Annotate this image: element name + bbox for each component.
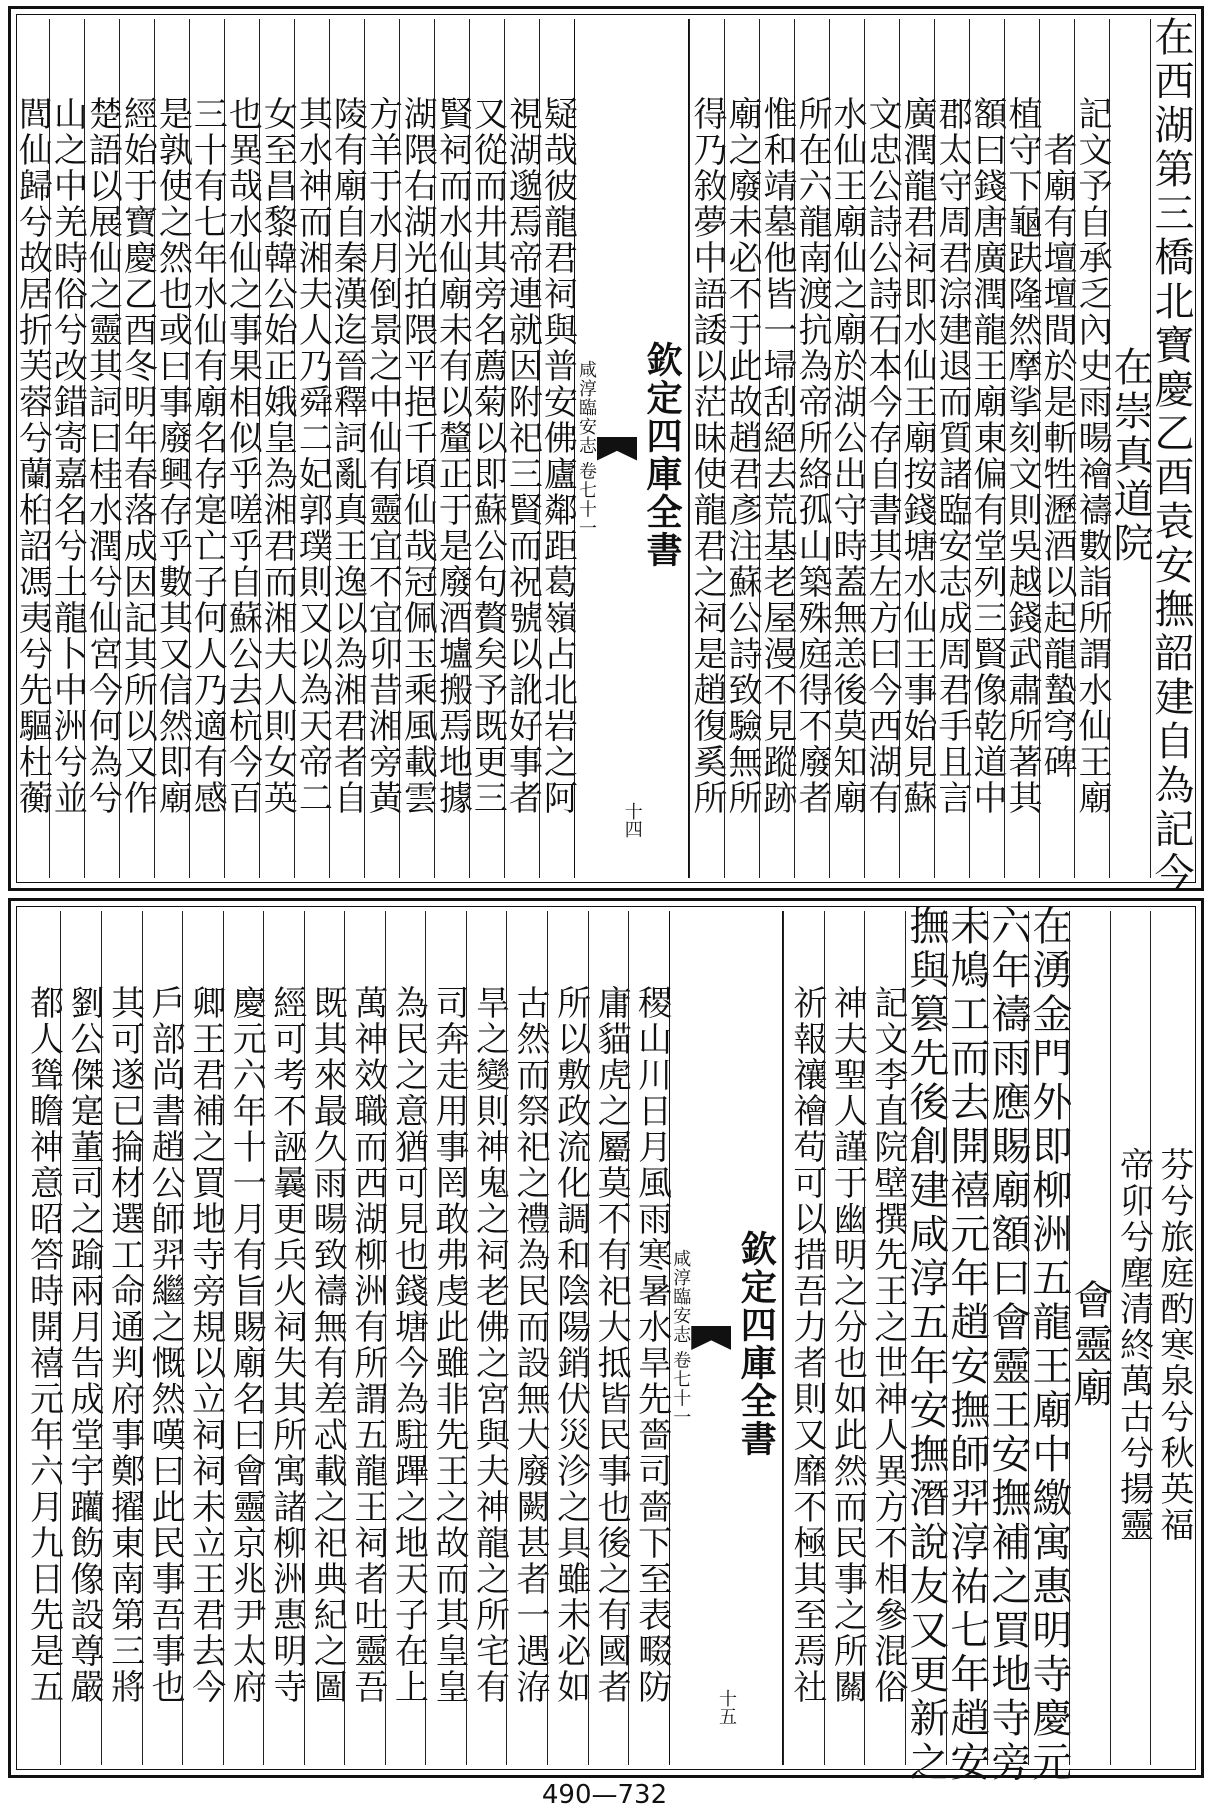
text-column: 其可遂已掄材選工命通判府事鄭擢東南第三將 xyxy=(101,911,142,1765)
text-column: 廟之廢未必不于此故趙君彥注蘇公詩致驗無所 xyxy=(724,19,759,878)
text-column: 記文予自承乏內史雨暘禬禱數詣所謂水仙王廟 xyxy=(1074,19,1109,878)
text-column: 賢祠而水仙廟未有以釐正于是廢酒壚搬焉地據 xyxy=(434,19,469,878)
text-column: 也異哉水仙之事果相似乎嗟乎自蘇公去杭今百 xyxy=(224,19,259,878)
text-column: 帝卯兮塵清終萬古兮揚靈 xyxy=(1110,911,1151,1765)
text-column: 都人聳瞻神意昭答時開禧元年六月九日先是五 xyxy=(23,985,64,1705)
text-column: 庸貓虎之屬莫不有祀大抵皆民事也後之有國者 xyxy=(588,911,629,1765)
gutter-page-number: 十四 xyxy=(621,802,643,838)
text-column: 為民之意猶可見也錢塘今為駐蹕之地天子在上 xyxy=(385,911,426,1765)
text-column: 司奔走用事罔敢弗虔此雖非先王之故而其皇皇 xyxy=(425,911,466,1765)
text-column: 未鳩工而去開禧元年趙安撫師羿淳祐七年趙安 xyxy=(943,905,990,1785)
text-column: 疑哉彼龍君祠與普安佛廬鄰距葛嶺占北岩之阿 xyxy=(539,19,574,878)
text-column: 得乃敘夢中語諉以茫昧使龍君之祠是趙復奚所 xyxy=(689,19,724,878)
text-column: 戶部尚書趙公師羿繼之慨然嘆曰此民事吾事也 xyxy=(142,911,183,1765)
text-column: 閭仙歸兮故居折芙蓉兮蘭桕詔馮夷兮先驅杜蘅 xyxy=(12,95,53,816)
text-column: 郡太守周君淙建退而質諸臨安志成周君手且言 xyxy=(934,19,969,878)
gutter-volume: 咸淳臨安志 卷七十一 xyxy=(670,1249,692,1427)
text-column: 又從而井其旁名薦菊以即蘇公句贅矣予既更三 xyxy=(469,19,504,878)
top-page xyxy=(8,6,1204,896)
text-column: 廣潤龍君祠即水仙王廟按錢塘水仙王事始見蘇 xyxy=(899,19,934,878)
text-column: 萬神效職而西湖柳洲有所謂五龍王祠者吐靈吾 xyxy=(344,911,385,1765)
text-column: 記文李直院壁撰先王之世神人異方不相參混俗 xyxy=(864,911,905,1765)
page-number: 490—732 xyxy=(541,1780,668,1810)
bottom-page-columns xyxy=(21,905,1194,1785)
text-column: 卿王君補之買地寺旁規以立祠祠未立王君去今 xyxy=(182,911,223,1765)
text-column: 山之中羌時俗兮改錯寄嘉名兮土龍卜中洲兮並 xyxy=(49,19,84,878)
text-column: 植守下龜趺隆然摩挲刻文則吳越錢武肅所著其 xyxy=(1004,19,1039,878)
text-column: 既其來最久雨暘致禱無有差忒載之祀典紀之圖 xyxy=(304,911,345,1765)
text-column: 經始于寶慶乙酉冬明年春落成因記其所以又作 xyxy=(119,19,154,878)
text-column: 者廟有壇壇間於是斬牲瀝酒以起龍蟄穹碑 xyxy=(1039,19,1074,878)
text-column: 經可考不誣曩更兵火祠失其所寓諸柳洲惠明寺 xyxy=(263,911,304,1765)
text-column: 水仙王廟仙之廟於湖公出守時蓋無恙後莫知廟 xyxy=(829,19,864,878)
gutter-title: 欽定四庫全書 xyxy=(641,340,683,569)
page-gutter xyxy=(574,19,689,878)
text-column: 陵有廟自秦漢迄晉釋詞亂真王逸以為湘君者自 xyxy=(329,19,364,878)
text-column: 所在六龍南渡抗為帝所絡孤山築殊庭得不廢者 xyxy=(794,19,829,878)
text-column: 會靈廟 xyxy=(1069,911,1110,1765)
text-column: 劉公傑寔董司之踰兩月告成堂宇躪飭像設尊嚴 xyxy=(60,911,101,1765)
text-column: 旱之變則神鬼之祠老佛之宮與夫神龍之所宅有 xyxy=(466,911,507,1765)
gutter-volume: 咸淳臨安志 卷七十一 xyxy=(576,359,597,538)
text-column: 在崇真道院 xyxy=(1109,19,1150,878)
text-column: 撫與篡先後創建咸淳五年安撫潛說友又更新之 xyxy=(902,905,949,1785)
text-column: 方羊于水月倒景之中仙有靈宜不宜卯昔湘旁黃 xyxy=(364,19,399,878)
text-column: 芬兮旅庭酌寒泉兮秋英福 xyxy=(1150,911,1191,1765)
gutter-title: 欽定四庫全書 xyxy=(735,1230,778,1458)
text-column: 女至昌黎韓公始正娥皇為湘君而湘夫人則女英 xyxy=(259,19,294,878)
text-column: 是孰使之然也或曰事廢興存乎數其又信然即廟 xyxy=(154,19,189,878)
text-column: 所以敷政流化調和陰陽銷伏災沴之具雖未必如 xyxy=(547,911,588,1765)
fish-tail-mark xyxy=(597,437,637,461)
text-column: 其水神而湘夫人乃舜二妃郭璞則又以為天帝二 xyxy=(294,19,329,878)
text-column: 神夫聖人謹于幽明之分也如此然而民事之所關 xyxy=(824,911,865,1765)
text-column: 三十有七年水仙有廟名存寔亡子何人乃適有感 xyxy=(189,19,224,878)
text-column: 文忠公詩公詩石本今存自書其左方曰今西湖有 xyxy=(864,19,899,878)
text-column: 祈報禳禬苟可以措吾力者則又靡不極其至焉社 xyxy=(783,911,824,1765)
text-column: 湖隈右湖光拍隈平挹千頃仙哉冠佩玉乘風載雲 xyxy=(399,19,434,878)
text-column: 視湖邈焉帝連就因附祀三賢而祝號以訛好事者 xyxy=(504,19,539,878)
text-column: 額曰錢唐廣潤龍王廟東偏有堂列三賢像乾道中 xyxy=(969,19,1004,878)
text-column: 慶元六年十一月有旨賜廟名曰會靈京兆尹太府 xyxy=(223,911,264,1765)
text-column: 古然而祭祀之禮為民而設無大廢闕甚者一遇洊 xyxy=(506,911,547,1765)
text-column: 楚語以展仙之靈其詞曰桂水潤兮仙宮今何為兮 xyxy=(84,19,119,878)
text-column: 惟和靖墓他皆一埽刮絕去荒基老屋漫不見蹤跡 xyxy=(759,19,794,878)
text-column: 稷山川日月風雨寒暑水旱先嗇司嗇下至表畷防 xyxy=(628,911,669,1765)
page-gutter xyxy=(669,911,784,1765)
text-column: 在西湖第三橋北寶慶乙酉袁安撫韶建自為記今 xyxy=(1148,15,1194,896)
text-column: 在湧金門外即柳洲五龍王廟中繳寓惠明寺慶元 xyxy=(1025,905,1072,1785)
bottom-page xyxy=(8,898,1204,1785)
text-column: 六年禱雨應賜廟額曰會靈王安撫補之買地寺旁 xyxy=(984,905,1031,1785)
fish-tail-mark xyxy=(691,1326,731,1350)
gutter-page-number: 十五 xyxy=(715,1689,737,1725)
top-page-columns xyxy=(12,15,1194,896)
